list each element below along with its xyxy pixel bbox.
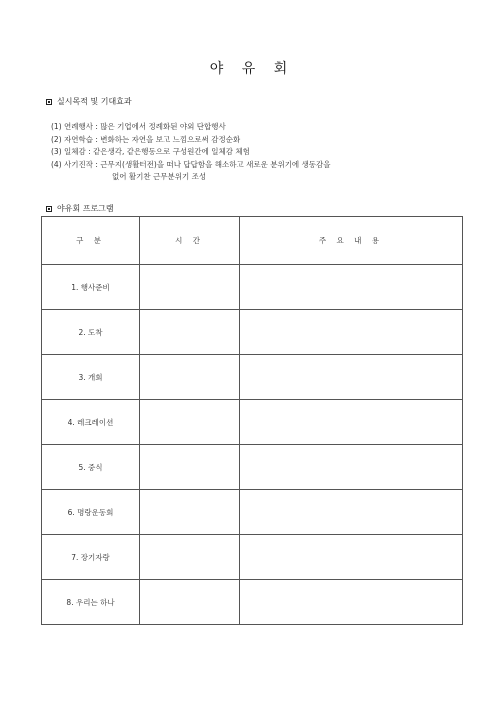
time-cell[interactable] xyxy=(140,580,240,625)
table-row xyxy=(42,490,463,535)
purpose-item: (3) 일체감 : 같은생각, 같은행동으로 구성원간에 일체감 체험 xyxy=(51,147,250,156)
table-row xyxy=(42,400,463,445)
content-cell[interactable] xyxy=(240,490,463,535)
table-row xyxy=(42,580,463,625)
content-cell[interactable] xyxy=(240,265,463,310)
row-category-cell: 3. 개회 xyxy=(42,355,140,400)
page-title: 야 유 회 xyxy=(209,61,295,77)
table-row xyxy=(42,445,463,490)
row-category-cell: 6. 명랑운동회 xyxy=(42,490,140,535)
time-cell[interactable] xyxy=(140,265,240,310)
table-row xyxy=(42,310,463,355)
content-cell[interactable] xyxy=(240,310,463,355)
row-category-cell: 8. 우리는 하나 xyxy=(42,580,140,625)
section-heading-label: 야유회 프로그램 xyxy=(57,204,114,213)
column-header-time: 시 간 xyxy=(140,217,240,265)
time-cell[interactable] xyxy=(140,535,240,580)
table-header-row xyxy=(42,217,463,265)
row-category-cell: 1. 행사준비 xyxy=(42,265,140,310)
time-cell[interactable] xyxy=(140,445,240,490)
purpose-item-continuation: 없어 활기찬 근무분위기 조성 xyxy=(112,172,207,181)
column-header-category: 구 분 xyxy=(42,217,140,265)
section-heading-label: 실시목적 및 기대효과 xyxy=(57,97,132,106)
time-cell[interactable] xyxy=(140,490,240,535)
section-heading-purpose xyxy=(46,96,132,107)
program-table xyxy=(41,216,463,625)
content-cell[interactable] xyxy=(240,355,463,400)
content-cell[interactable] xyxy=(240,445,463,490)
row-category-cell: 5. 중식 xyxy=(42,445,140,490)
table-row xyxy=(42,265,463,310)
content-cell[interactable] xyxy=(240,400,463,445)
table-row xyxy=(42,355,463,400)
content-cell[interactable] xyxy=(240,535,463,580)
row-category-cell: 7. 장기자랑 xyxy=(42,535,140,580)
time-cell[interactable] xyxy=(140,400,240,445)
purpose-item: (1) 연례행사 : 많은 기업에서 정례화된 야외 단합행사 xyxy=(51,122,226,131)
square-bullet-icon xyxy=(46,99,52,105)
purpose-item: (2) 자연학습 : 변화하는 자연을 보고 느낌으로써 감정순화 xyxy=(51,134,241,144)
time-cell[interactable] xyxy=(140,355,240,400)
time-cell[interactable] xyxy=(140,310,240,355)
row-category-cell: 2. 도착 xyxy=(42,310,140,355)
content-cell[interactable] xyxy=(240,580,463,625)
column-header-content: 주 요 내 용 xyxy=(240,217,463,265)
purpose-list xyxy=(51,121,331,184)
section-heading-program xyxy=(46,203,114,214)
square-bullet-icon xyxy=(46,206,52,212)
row-category-cell: 4. 레크레이션 xyxy=(42,400,140,445)
purpose-item: (4) 사기진작 : 근무지(생활터전)을 떠나 답답함을 해소하고 새로운 분위기에 생동감을 xyxy=(51,159,331,169)
table-row xyxy=(42,535,463,580)
